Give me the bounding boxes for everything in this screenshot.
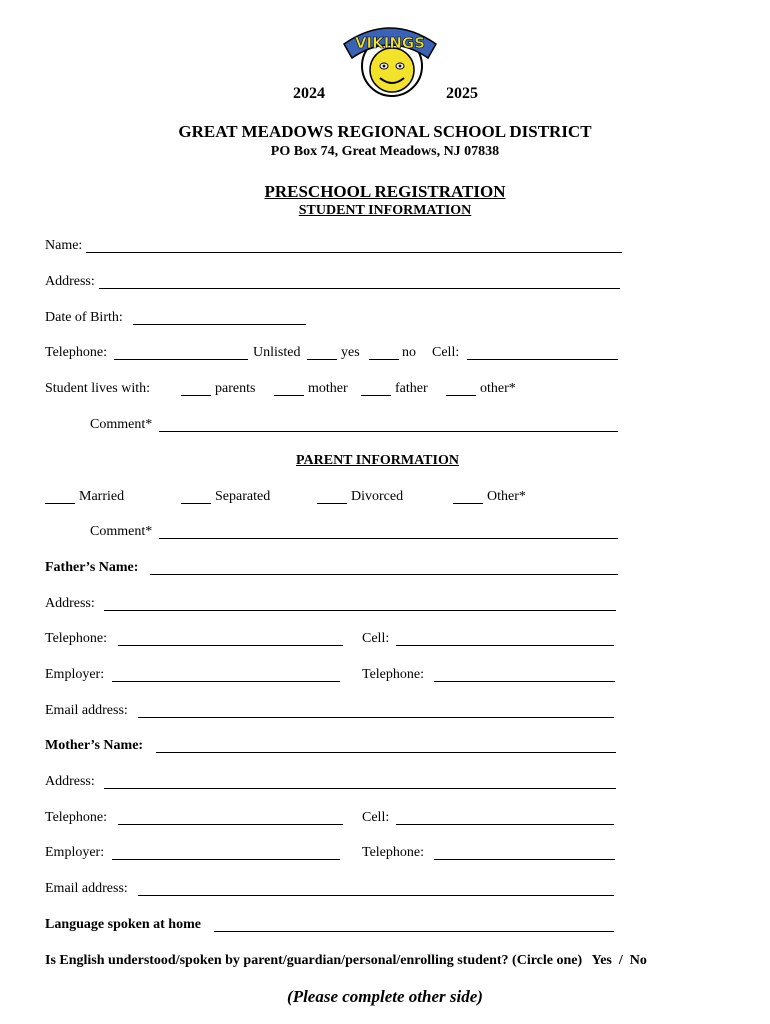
father-employer-telephone-label: Telephone: <box>362 667 424 682</box>
parent-section-heading: PARENT INFORMATION <box>296 453 459 468</box>
form-title: PRESCHOOL REGISTRATION <box>264 182 506 201</box>
student-name-label: Name: <box>45 238 83 253</box>
father-cell-field[interactable] <box>396 645 614 646</box>
student-comment-field[interactable] <box>159 431 618 432</box>
father-address-field[interactable] <box>104 610 616 611</box>
year-left: 2024 <box>293 85 325 102</box>
mother-employer-label: Employer: <box>45 845 105 860</box>
student-cell-label: Cell: <box>432 345 460 360</box>
student-section-heading: STUDENT INFORMATION <box>298 203 472 218</box>
footer-note: (Please complete other side) <box>287 987 483 1006</box>
dob-field[interactable] <box>133 324 306 325</box>
father-email-label: Email address: <box>45 703 128 718</box>
father-name-label: Father’s Name: <box>45 560 139 575</box>
father-telephone-field[interactable] <box>118 645 343 646</box>
student-address-label: Address: <box>45 274 95 289</box>
parent-comment-label: Comment* <box>90 524 153 539</box>
mother-name-label: Mother’s Name: <box>45 738 144 753</box>
lives-with-mother-blank[interactable] <box>274 395 304 396</box>
unlisted-label: Unlisted <box>253 345 301 360</box>
divorced-blank[interactable] <box>317 503 347 504</box>
separated-blank[interactable] <box>181 503 211 504</box>
marital-divorced: Divorced <box>351 489 404 504</box>
lives-with-parents-blank[interactable] <box>181 395 211 396</box>
unlisted-no-label: no <box>402 345 416 360</box>
unlisted-no-blank[interactable] <box>369 359 399 360</box>
father-cell-label: Cell: <box>362 631 390 646</box>
father-address-label: Address: <box>45 596 95 611</box>
marital-other-blank[interactable] <box>453 503 483 504</box>
language-field[interactable] <box>214 931 614 932</box>
mother-employer-field[interactable] <box>112 859 340 860</box>
marital-separated: Separated <box>215 489 271 504</box>
mother-address-field[interactable] <box>104 788 616 789</box>
year-right: 2025 <box>446 85 478 102</box>
lives-with-label: Student lives with: <box>45 381 150 396</box>
father-telephone-label: Telephone: <box>45 631 107 646</box>
vikings-mascot-logo <box>340 18 440 102</box>
mother-cell-field[interactable] <box>396 824 614 825</box>
logo-text: VIKINGS <box>354 34 426 52</box>
district-name: GREAT MEADOWS REGIONAL SCHOOL DISTRICT <box>178 122 592 141</box>
student-name-field[interactable] <box>86 252 622 253</box>
lives-with-mother: mother <box>308 381 348 396</box>
mother-email-field[interactable] <box>138 895 614 896</box>
lives-with-father-blank[interactable] <box>361 395 391 396</box>
unlisted-yes-blank[interactable] <box>307 359 337 360</box>
marital-married: Married <box>79 489 125 504</box>
mother-telephone-label: Telephone: <box>45 810 107 825</box>
lives-with-other: other* <box>480 381 516 396</box>
lives-with-other-blank[interactable] <box>446 395 476 396</box>
district-address: PO Box 74, Great Meadows, NJ 07838 <box>270 144 500 159</box>
mother-employer-telephone-label: Telephone: <box>362 845 424 860</box>
mother-cell-label: Cell: <box>362 810 390 825</box>
mother-employer-telephone-field[interactable] <box>434 859 615 860</box>
father-email-field[interactable] <box>138 717 614 718</box>
father-employer-telephone-field[interactable] <box>434 681 615 682</box>
unlisted-yes-label: yes <box>341 345 360 360</box>
mascot-face-icon <box>370 48 414 92</box>
marital-other: Other* <box>487 489 526 504</box>
parent-comment-field[interactable] <box>159 538 618 539</box>
student-comment-label: Comment* <box>90 417 153 432</box>
english-question <box>45 953 647 969</box>
mother-telephone-field[interactable] <box>118 824 343 825</box>
student-cell-field[interactable] <box>467 359 618 360</box>
english-question-text: Is English understood/spoken by parent/guardian/personal/enrolling student? (Circle one) <box>45 953 583 968</box>
father-name-field[interactable] <box>150 574 618 575</box>
mother-email-label: Email address: <box>45 881 128 896</box>
married-blank[interactable] <box>45 503 75 504</box>
student-telephone-label: Telephone: <box>45 345 107 360</box>
student-telephone-field[interactable] <box>114 359 248 360</box>
student-address-field[interactable] <box>99 288 620 289</box>
father-employer-field[interactable] <box>112 681 340 682</box>
father-employer-label: Employer: <box>45 667 105 682</box>
dob-label: Date of Birth: <box>45 310 123 325</box>
english-answers[interactable]: Yes / No <box>591 953 647 968</box>
mother-address-label: Address: <box>45 774 95 789</box>
mother-name-field[interactable] <box>156 752 616 753</box>
language-label: Language spoken at home <box>45 917 201 932</box>
lives-with-father: father <box>395 381 428 396</box>
lives-with-parents: parents <box>215 381 256 396</box>
